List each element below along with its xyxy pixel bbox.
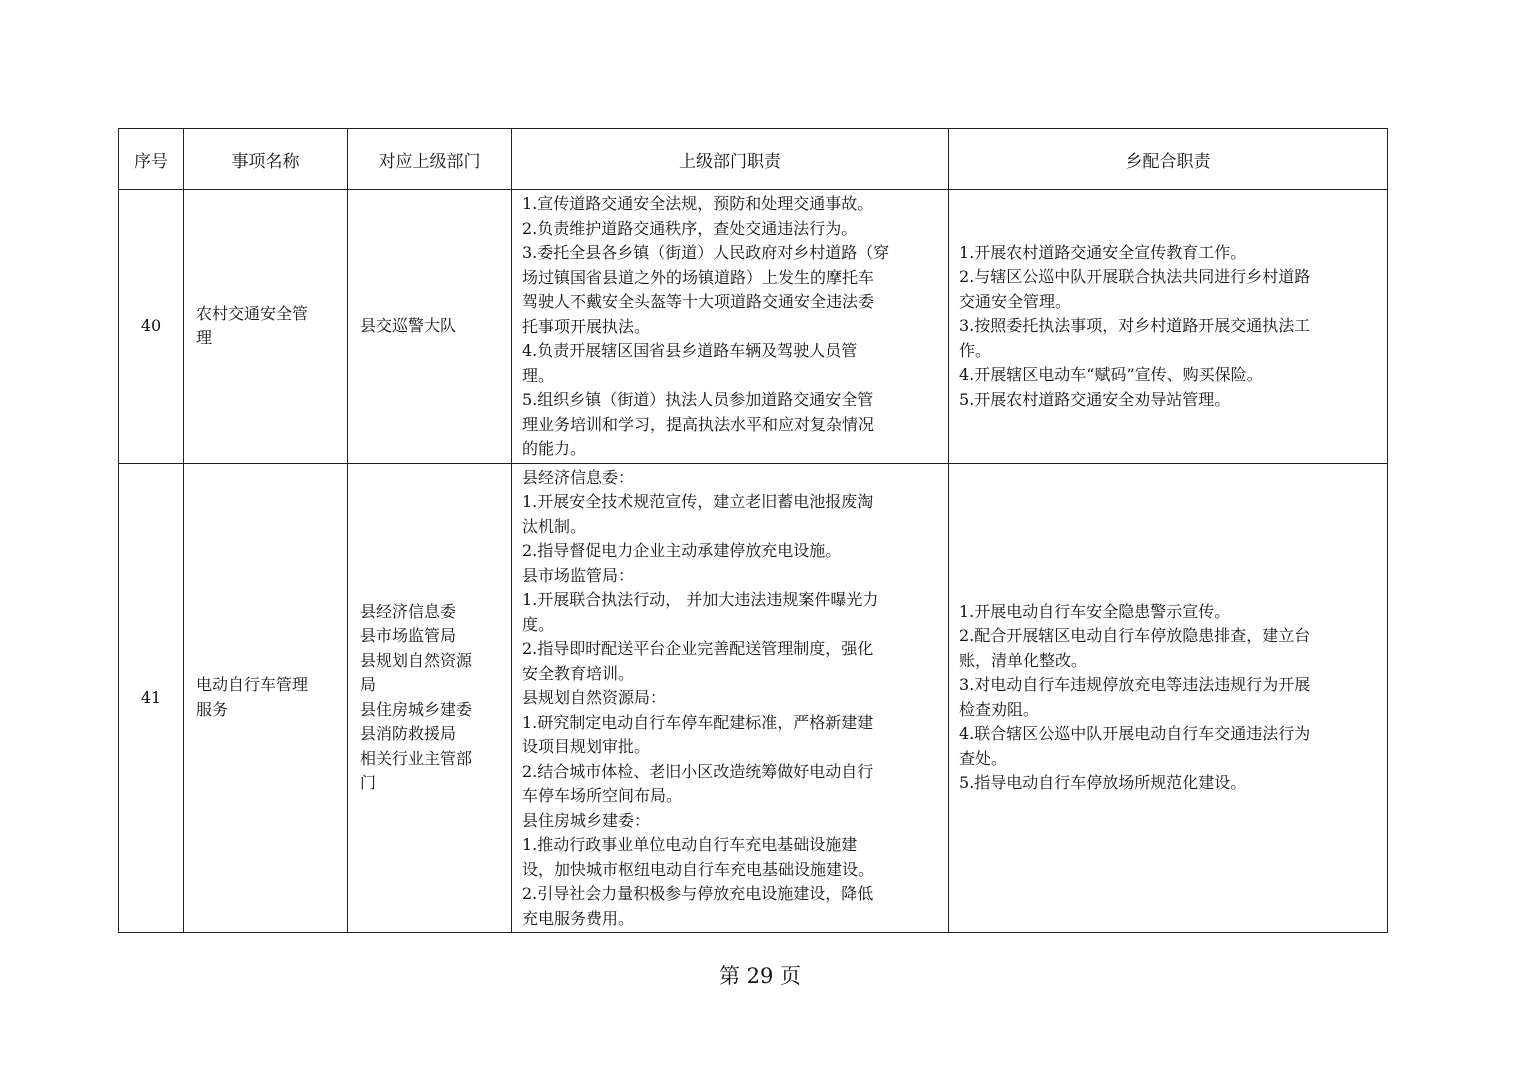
duty-line: 2.指导督促电力企业主动承建停放充电设施。	[522, 541, 842, 560]
table-row	[119, 190, 1388, 464]
township-duty-line: 5.开展农村道路交通安全劝导站管理。	[959, 389, 1231, 409]
page-number: 第 29 页	[718, 964, 802, 988]
item-name-line: 农村交通安全管	[196, 303, 309, 323]
township-duties-cell	[949, 463, 1388, 933]
duty-line: 县市场监管局：	[522, 565, 635, 585]
duty-line: 县住房城乡建委：	[522, 810, 651, 830]
department-cell	[348, 190, 512, 464]
duty-line: 驾驶人不戴安全头盔等十大项道路交通安全违法委	[522, 292, 875, 311]
duty-line: 2.结合城市体检、老旧小区改造统筹做好电动自行	[522, 761, 874, 781]
township-duty-line: 2.与辖区公巡中队开展联合执法共同进行乡村道路	[959, 267, 1311, 286]
department-line: 县经济信息委	[360, 601, 457, 621]
department-line: 县规划自然资源	[360, 650, 473, 670]
department-cell	[348, 463, 512, 933]
township-duty-line: 3.按照委托执法事项，对乡村道路开展交通执法工	[959, 316, 1311, 335]
row-number: 40	[119, 190, 184, 464]
duty-table	[118, 128, 1388, 933]
township-duty-line: 交通安全管理。	[959, 291, 1072, 311]
township-duty-line: 3.对电动自行车违规停放充电等违法违规行为开展	[959, 675, 1311, 695]
township-duty-line: 1.开展电动自行车安全隐患警示宣传。	[959, 601, 1231, 621]
item-name-cell	[184, 463, 348, 933]
header-superior-duties: 上级部门职责	[512, 129, 949, 190]
duty-line: 2.指导即时配送平台企业完善配送管理制度，强化	[522, 639, 874, 658]
duty-line: 度。	[522, 614, 555, 634]
duty-line: 5.组织乡镇（街道）执法人员参加道路交通安全管	[522, 390, 874, 409]
duty-line: 理。	[522, 365, 555, 385]
department-line: 门	[360, 773, 377, 793]
duty-line: 1.研究制定电动自行车停车配建标准，严格新建建	[522, 712, 874, 732]
township-duty-line: 5.指导电动自行车停放场所规范化建设。	[959, 773, 1247, 793]
duty-line: 设，加快城市枢纽电动自行车充电基础设施建设。	[522, 859, 875, 879]
table-header-row	[119, 129, 1388, 190]
department-line: 局	[360, 675, 377, 695]
department-line: 县消防救援局	[360, 724, 457, 744]
township-duty-line: 查处。	[959, 748, 1008, 768]
duty-line: 车停车场所空间布局。	[522, 786, 683, 805]
township-duty-line: 检查劝阻。	[959, 699, 1040, 719]
township-duty-line: 作。	[959, 340, 992, 360]
header-item-name: 事项名称	[184, 129, 348, 190]
header-superior-department: 对应上级部门	[348, 129, 512, 190]
table-row	[119, 463, 1388, 933]
row-number: 41	[119, 463, 184, 933]
superior-duties-cell	[512, 190, 949, 464]
duty-line: 设项目规划审批。	[522, 737, 651, 756]
duty-line: 1.宣传道路交通安全法规，预防和处理交通事故。	[522, 194, 874, 213]
header-township-duties: 乡配合职责	[949, 129, 1388, 190]
duty-line: 托事项开展执法。	[522, 316, 651, 336]
department-line: 县交巡警大队	[360, 316, 457, 335]
item-name-line: 理	[196, 328, 213, 348]
duty-line: 场过镇国省县道之外的场镇道路）上发生的摩托车	[522, 267, 875, 287]
superior-duties-cell	[512, 463, 949, 933]
duty-line: 1.开展安全技术规范宣传，建立老旧蓄电池报废淘	[522, 492, 874, 511]
duty-line: 3.委托全县各乡镇（街道）人民政府对乡村道路（穿	[522, 243, 890, 262]
duty-line: 4.负责开展辖区国省县乡道路车辆及驾驶人员管	[522, 341, 858, 360]
duty-line: 县规划自然资源局：	[522, 688, 667, 707]
duty-line: 安全教育培训。	[522, 663, 635, 683]
duty-line: 汰机制。	[522, 516, 587, 536]
township-duty-line: 1.开展农村道路交通安全宣传教育工作。	[959, 242, 1247, 262]
department-line: 相关行业主管部	[360, 748, 473, 768]
township-duties-cell	[949, 190, 1388, 464]
township-duty-line: 2.配合开展辖区电动自行车停放隐患排查，建立台	[959, 626, 1311, 646]
duty-line: 县经济信息委：	[522, 467, 635, 487]
duty-line: 理业务培训和学习，提高执法水平和应对复杂情况	[522, 414, 875, 434]
duty-line: 2.负责维护道路交通秩序，查处交通违法行为。	[522, 218, 858, 238]
township-duty-line: 4.联合辖区公巡中队开展电动自行车交通违法行为	[959, 724, 1311, 744]
department-line: 县市场监管局	[360, 626, 457, 646]
item-name-cell	[184, 190, 348, 464]
duty-line: 的能力。	[522, 439, 587, 458]
township-duty-line: 4.开展辖区电动车“赋码”宣传、购买保险。	[959, 365, 1263, 384]
item-name-line: 服务	[196, 699, 229, 719]
duty-line: 1.推动行政事业单位电动自行车充电基础设施建	[522, 835, 858, 854]
duty-line: 2.引导社会力量积极参与停放充电设施建设，降低	[522, 884, 874, 903]
duty-line: 充电服务费用。	[522, 908, 635, 928]
township-duty-line: 账，清单化整改。	[959, 650, 1088, 670]
item-name-line: 电动自行车管理	[196, 675, 309, 695]
header-index: 序号	[119, 129, 184, 190]
duty-line: 1.开展联合执法行动， 并加大违法违规案件曝光力	[522, 590, 879, 609]
department-line: 县住房城乡建委	[360, 699, 473, 719]
